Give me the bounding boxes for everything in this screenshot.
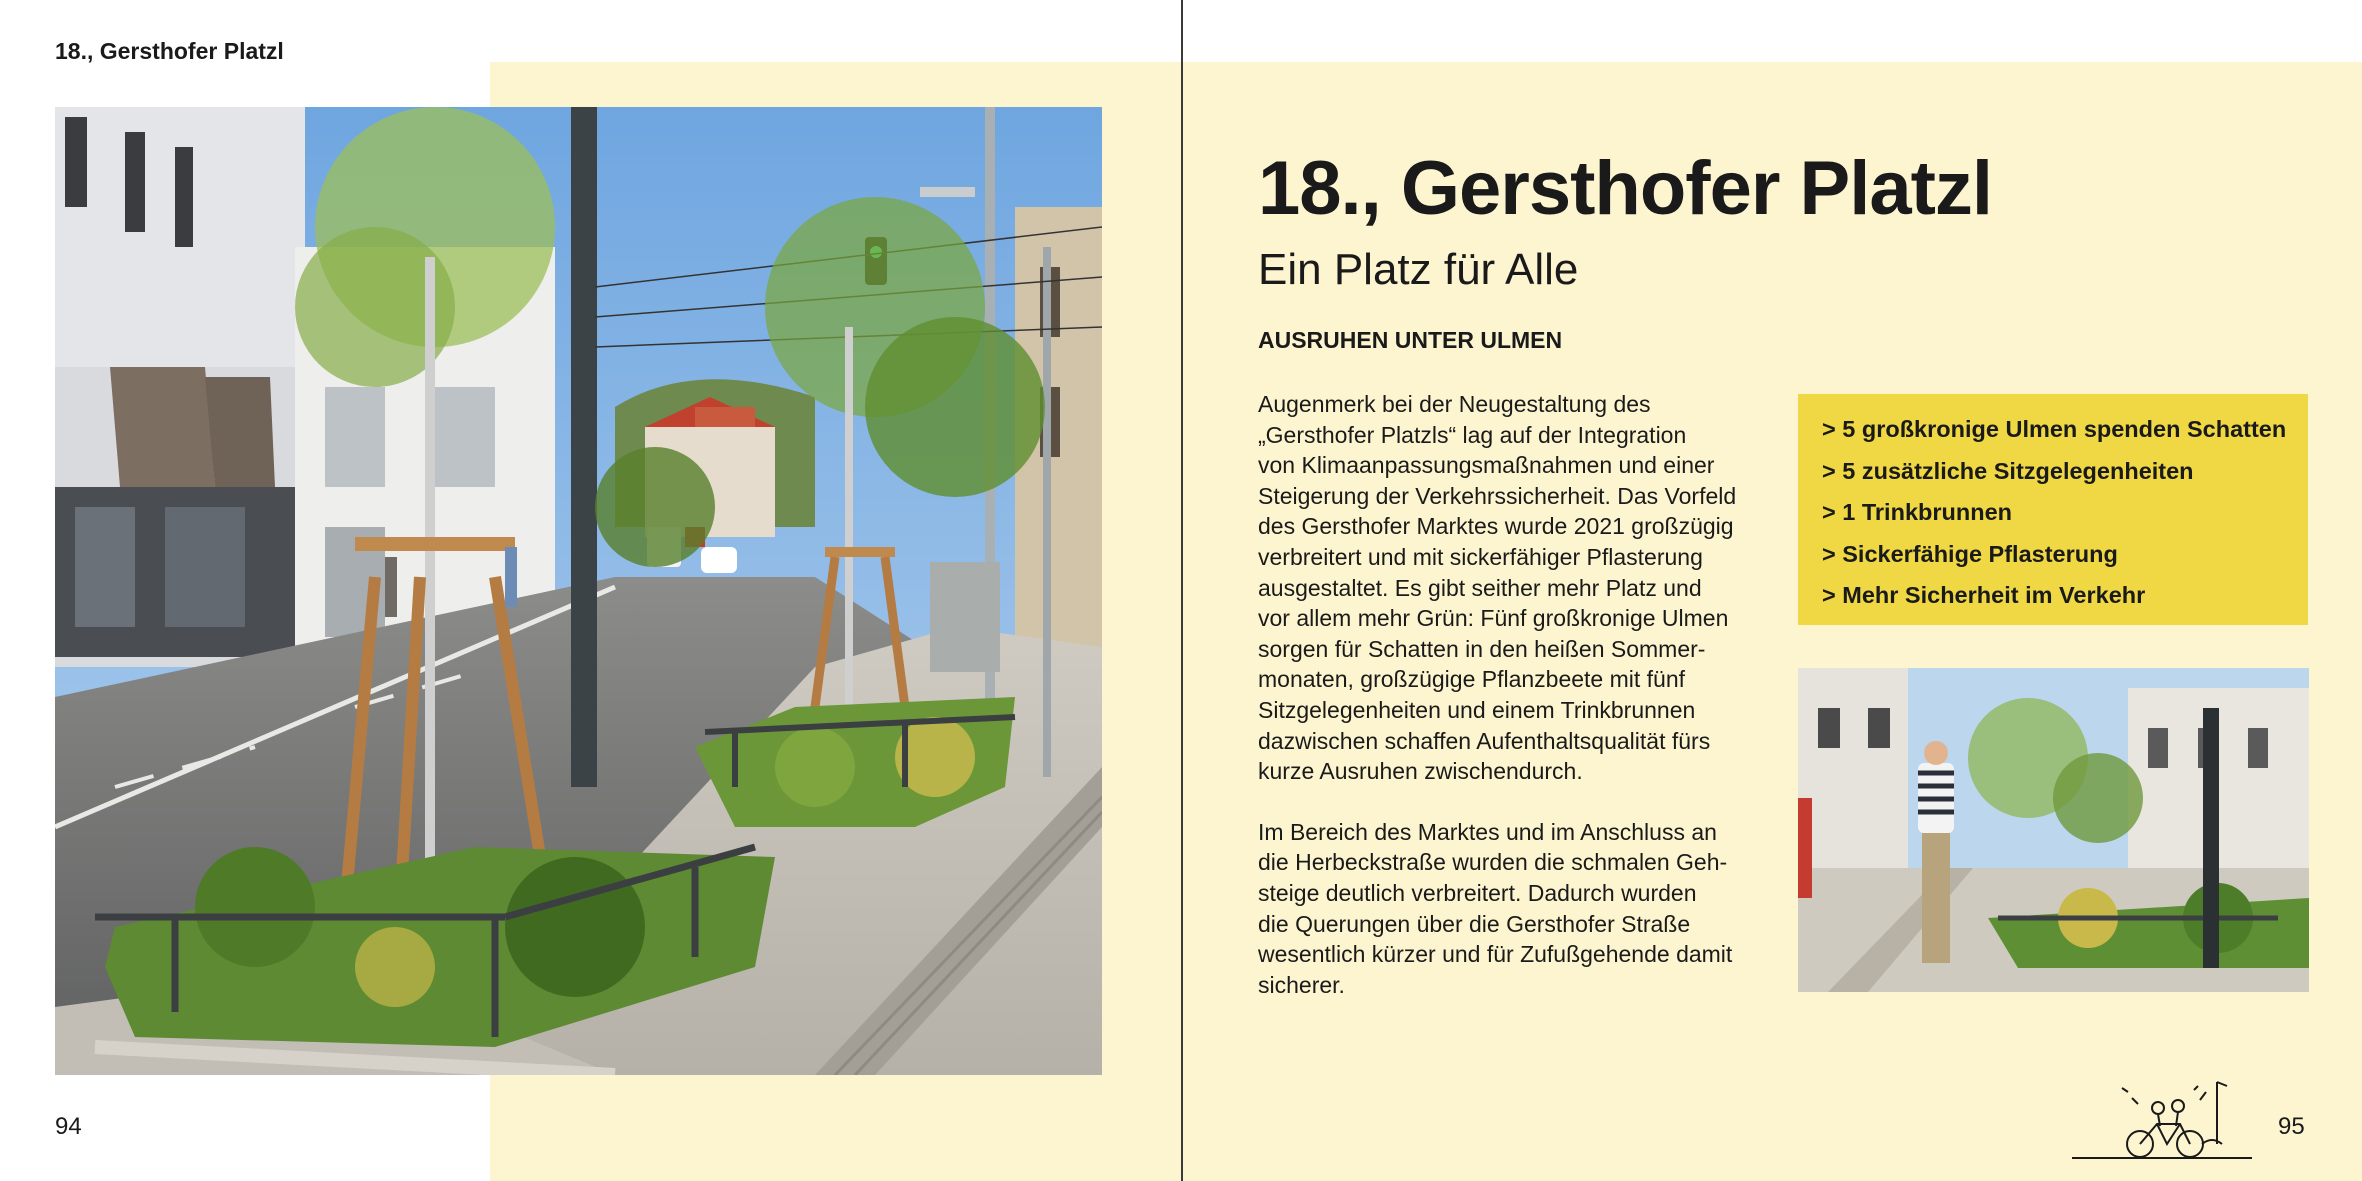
page-subtitle: Ein Platz für Alle (1258, 245, 1579, 294)
page-number-left: 94 (55, 1113, 82, 1140)
highlight-item: > Sickerfähige Pflasterung (1822, 540, 2118, 567)
highlight-item: > Mehr Sicherheit im Verkehr (1822, 582, 2146, 608)
highlight-item: > 5 zusätzliche Sitzgelegenheiten (1822, 457, 2194, 484)
highlight-box (1798, 394, 2308, 625)
body-paragraph-1: Augenmerk bei der Neugestaltung des „Gersthofer Platzls“ lag auf der Integration von Klimaanpassungsmaßnahmen und einer Steigerung der Verkehrssicherheit. Das Vorfeld des Gersthofer Marktes wurde 2021 großzügig verbreitert und mit sickerfähiger Pflasterung ausgestaltet. Es gibt seither mehr Platz und vor allem mehr Grün: Fünf großkronige Ulmen sorgen für Schatten in den heißen Sommer- monaten, großzügige Pflanzbeete mit fünf Sitzgelegenheiten und einem Trinkbrunnen dazwischen schaffen Aufenthaltsqualität fürs kurze Ausruhen zwischendurch. (1258, 391, 1737, 785)
highlight-item: > 5 großkronige Ulmen spenden Schatten (1822, 416, 2287, 442)
body-paragraph-2: Im Bereich des Marktes und im Anschluss an die Herbeckstraße wurden die schmalen Geh- steige deutlich verbreitert. Dadurch wurden die Querungen über die Gersthofer Straße wesentlich kürzer und für Zufußgehende damit sicherer. (1258, 818, 1733, 998)
secondary-street-photo (1798, 668, 2309, 992)
body-text (1258, 389, 1778, 1030)
page-spine-divider (1181, 0, 1183, 1181)
page-number-right: 95 (2278, 1113, 2305, 1140)
running-header: 18., Gersthofer Platzl (55, 38, 284, 64)
section-heading: AUSRUHEN UNTER ULMEN (1258, 327, 1563, 353)
main-street-photo (55, 107, 1102, 1075)
highlight-item: > 1 Trinkbrunnen (1822, 499, 2012, 525)
page-title: 18., Gersthofer Platzl (1258, 146, 1993, 231)
tandem-bicycle-illustration-icon (2062, 1078, 2262, 1160)
